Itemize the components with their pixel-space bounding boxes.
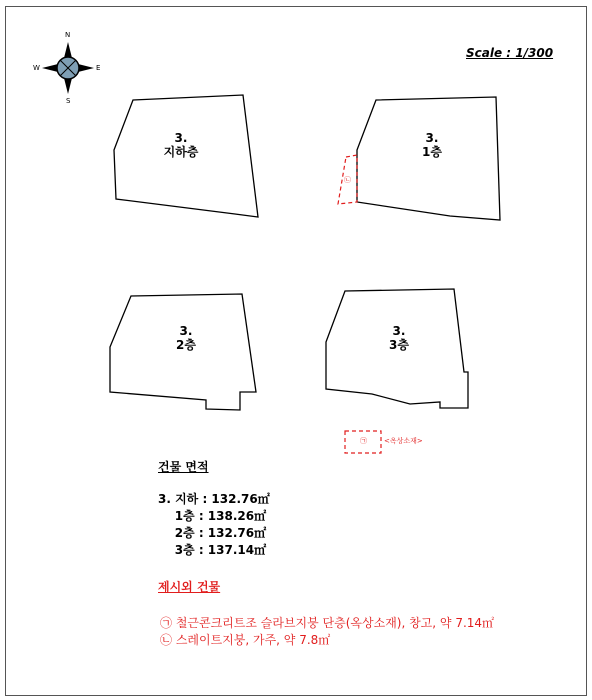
plan-floor: 지하층 [163,145,199,159]
extra-buildings-title: 제시외 건물 [158,580,221,594]
area-row-3f: 3층 : 137.14㎡ [158,543,267,557]
plan-number: 3. [425,131,439,145]
plan-floor: 3층 [389,338,409,352]
plan-label-3f [359,324,439,352]
plan-number: 3. [392,324,406,338]
compass-south-label: S [66,97,71,105]
plan-label-basement [141,131,221,159]
plan-outline-2f [110,294,256,410]
plan-label-1f [392,131,472,159]
area-section-title: 건물 면적 [158,460,209,474]
compass-rose-icon [42,42,94,94]
compass-east-label: E [96,64,101,72]
compass-north-label: N [65,31,71,39]
annex-nieun-marker: ㉡ [344,176,351,184]
annex-giyeok-marker: ㉠ [360,437,367,445]
plan-number: 3. [174,131,188,145]
plan-floor: 1층 [422,145,442,159]
extra-building-nieun: ㉡ 스레이트지붕, 가주, 약 7.8㎡ [160,633,331,647]
plan-number: 3. [179,324,193,338]
plan-label-2f [146,324,226,352]
area-row-2f: 2층 : 132.76㎡ [158,526,267,540]
compass-west-label: W [33,64,40,72]
area-row-basement: 3. 지하 : 132.76㎡ [158,492,270,506]
rooftop-note: <옥상소재> [384,437,423,445]
extra-building-giyeok: ㉠ 철근콘크리트조 슬라브지붕 단층(옥상소재), 창고, 약 7.14㎡ [160,616,495,630]
plan-floor: 2층 [176,338,196,352]
area-row-1f: 1층 : 138.26㎡ [158,509,267,523]
scale-label: Scale : 1/300 [466,46,554,60]
